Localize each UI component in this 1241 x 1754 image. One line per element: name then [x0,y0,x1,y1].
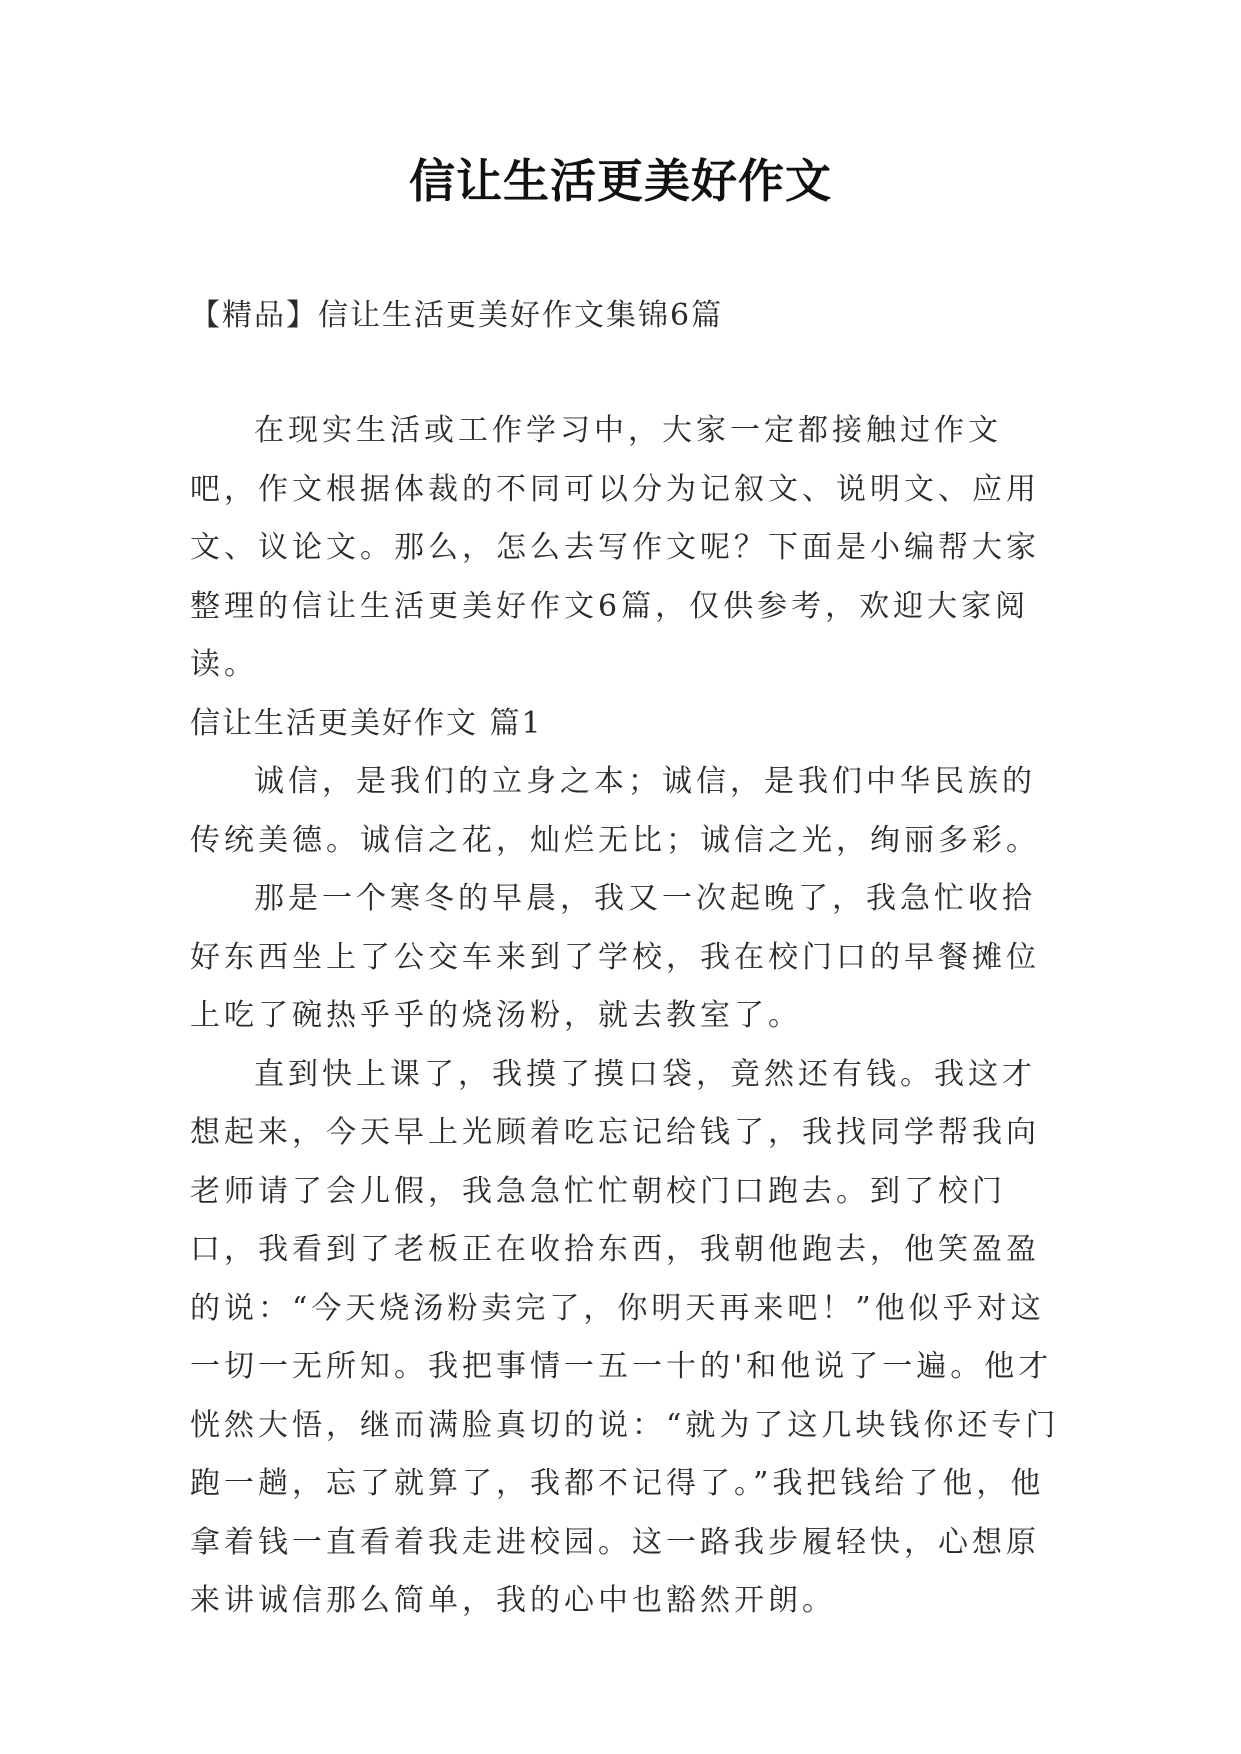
body-paragraph-2: 那是一个寒冬的早晨，我又一次起晚了，我急忙收拾好东西坐上了公交车来到了学校，我在校门口的早餐摊位上吃了碗热乎乎的烧汤粉，就去教室了。 [190,881,1040,1033]
body-paragraph-1: 诚信，是我们的立身之本；诚信，是我们中华民族的传统美德。诚信之花，灿烂无比；诚信之光，绚丽多彩。 [190,764,1040,858]
document-body [190,402,1060,1631]
intro-paragraph: 在现实生活或工作学习中，大家一定都接触过作文吧，作文根据体裁的不同可以分为记叙文、说明文、应用文、议论文。那么，怎么去写作文呢？下面是小编帮大家整理的信让生活更美好作文6篇，仅供参考，欢迎大家阅读。 [190,413,1040,682]
body-paragraph-3: 直到快上课了，我摸了摸口袋，竟然还有钱。我这才想起来，今天早上光顾着吃忘记给钱了，我找同学帮我向老师请了会儿假，我急急忙忙朝校门口跑去。到了校门口，我看到了老板正在收拾东西，我朝他跑去，他笑盈盈的说：“今天烧汤粉卖完了，你明天再来吧！”他似乎对这一切一无所知。我把事情一五一十的'和他说了一遍。他才恍然大悟，继而满脸真切的说：“就为了这几块钱你还专门跑一趟，忘了就算了，我都不记得了。”我把钱给了他，他拿着钱一直看着我走进校园。这一路我步履轻快，心想原来讲诚信那么简单，我的心中也豁然开朗。 [190,1056,1060,1618]
document-subtitle: 【精品】信让生活更美好作文集锦6篇 [190,298,724,333]
section-heading: 信让生活更美好作文 篇1 [190,705,543,741]
document-title: 信让生活更美好作文 [409,154,832,208]
